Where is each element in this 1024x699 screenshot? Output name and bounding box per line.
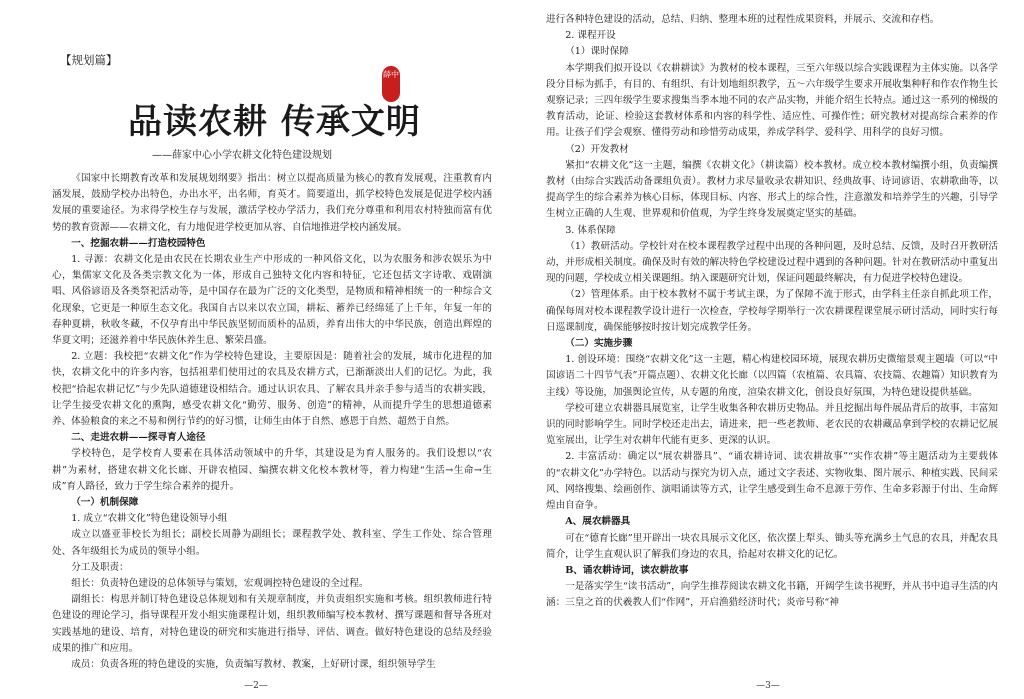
paragraph: 紧扣“农耕文化”这一主题，编撰《农耕文化》（耕读篇）校本教材。成立校本教材编撰小组，负责编撰教材（由综合实践活动备课组负责）。教材力求尽量收录农耕知识、经典故事、诗词谚语、农耕歌曲等，以提高学生的综合素养为核心目标，体现目标、内容、形式上的综合性，注意激发和培养学生的兴趣，引导学生树立正确的人生观、世界观和价值观，为学生终身发展奠定坚实的基础。	[546, 159, 998, 220]
section-heading: 二、走进农耕——探寻育人途径	[71, 432, 206, 444]
subtitle: ——薛家中心小学农耕文化特色建设规划	[152, 150, 332, 161]
paragraph: （1）课时保障	[565, 46, 629, 58]
paragraph: 可在“德育长廊”里开辟出一块农具展示文化区，依次摆上犁头、锄头等充满乡土气息的农具，并配农具简介，让学生直观认识了解我们身边的农具，拾起对农耕文化的记忆。	[546, 532, 998, 560]
right-page	[512, 0, 1024, 699]
paragraph: 分工及职责：	[71, 561, 129, 573]
red-seal-stamp: 薛中	[382, 66, 400, 102]
paragraph: 《国家中长期教育改革和发展规划纲要》指出：树立以提高质量为核心的教育发展观，注重教育内涵发展，鼓励学校办出特色，办出水平，出名师，育英才。简要道出，抓学校特色发展是促进学校内涵发展的重要途径。为求得学校生存与发展，激活学校办学活力，我们充分尊重和利用农村特独而富有优势的教育资源——农耕文化，有力地促进学校更加从容、自信地推进学校内涵发展。	[52, 173, 492, 233]
section-heading: 一、挖掘农耕——打造校园特色	[71, 237, 206, 249]
paragraph: 1. 成立“农耕文化”特色建设领导小组	[71, 513, 228, 525]
paragraph: 1. 创设环境：围绕“农耕文化”这一主题，精心构建校园环境，展现农耕历史微缩景观主题墙（可以“中国谚语二十四节气表”开篇点题）、农耕文化长廊（以四篇（农植篇、农具篇、农技篇、农趣篇）知识教育为主线）等设施，加强舆论宣传，从专题的角度，渲染农耕文化，创设良好氛围，为特色建设提供基础。	[546, 354, 998, 398]
section-heading: B、诵农耕诗词，读农耕故事	[565, 564, 689, 576]
paragraph: 2. 丰富活动：确定以“展农耕器具”、“诵农耕诗词、读农耕故事”“实作农耕”等主题活动为主要载体的“农耕文化”办学特色。以活动与探究为切入点，通过文字表述、实物收集、图片展示、种植实践、民间采风、网络搜集、绘画创作、演唱诵读等方式，让学生感受到生命不息源于劳作、生命多彩源于付出、生命辉煌由自奋争。	[546, 451, 998, 512]
paragraph: 组长：负责特色建设的总体领导与策划，宏观调控特色建设的全过程。	[71, 578, 369, 590]
paragraph: 3. 体系保障	[565, 224, 616, 236]
paragraph: 2. 课程开设	[565, 30, 616, 42]
paragraph: 学校可建立农耕器具展览室，让学生收集各种农耕历史物品。并且挖掘出每件展品背后的故事，丰富知识的同时影响学生。同时学校还走出去，请进来，把一些老教师、老农民的农耕藏品拿到学校的农耕记忆展览室展出，让学生对农耕年代能有更多、更深的认识。	[546, 402, 998, 447]
paragraph: 2. 立题：我校把“农耕文化”作为学校特色建设，主要原因是：随着社会的发展，城市化进程的加快，农耕文化中的许多内容，包括祖辈们使用过的农具及农耕方式，已渐渐淡出人们的记忆。为此，我校把“拾起农耕记忆”与少先队道德建设相结合。通过认识农具、了解农具并亲手参与适当的农耕实践，让学生接受农耕文化的熏陶，感受农耕文化“勤劳、服务、创造”的精神，从而提升学生的思想道德素养、体验粮食的来之不易和例行节约的好习惯，让师生由体于自然、感恩于自然、超然于自然。	[52, 351, 492, 428]
section-label: 【规划篇】	[60, 53, 118, 67]
right-body-text	[546, 12, 998, 612]
paragraph: 一是落实学生“读书活动”，向学生推荐阅读农耕文化书籍，开阔学生读书视野，并从书中追寻生活的内涵：三皇之首的伏羲教人们“作网”，开启渔猎经济时代；炎帝号称“神	[546, 581, 998, 609]
paragraph: 成员：负责各班的特色建设的实施，负责编写教材、教案，上好研讨课，组织领导学生	[71, 659, 436, 671]
paragraph: 1. 寻源：农耕文化是由农民在长期农业生产中形成的一种风俗文化，以为农服务和涉农娱乐为中心，集儒家文化及各类宗教文化为一体，形成自己独特文化内容和特征，它还包括文字诗歌、戏剧演唱、风俗谚语及各类祭祀活动等，是中国存在最为广泛的文化类型，是物质和精神相统一的一种综合文化现象，它更是一种原生态文化。我国自古以来以农立国，耕耘、蓄养已经绵延了上千年，年复一年的春种夏耕，秋收冬藏，不仅孕育出中华民族坚韧而质朴的品质，养育出伟大的中华民族，创造出辉煌的华夏文明；还滋养着中华民族休养生息、繁荣昌盛。	[52, 254, 492, 347]
paragraph: （1）教研活动。学校针对在校本课程教学过程中出现的各种问题，及时总结、反馈，及时召开教研活动，并形成相关制度。确保及时有效的解决特色学校建设过程中遇到的各种问题。针对在教研活动中重复出现的问题，学校成立相关课题组。纳入课题研究计划，保证问题最终解决，有力促进学校特色建设。	[546, 240, 998, 285]
page-number-right: —3—	[756, 681, 780, 691]
paragraph: （2）开发教材	[565, 143, 629, 155]
paragraph: 本学期我们拟开设以《农耕耕读》为教材的校本课程，三至六年级以综合实践课程为主体实施。以各学段分目标为抓手，有目的、有组织、有计划地组织教学，五～六年级学生要求开展收集种籽和作农作物生长观察记录；三四年级学生要求搜集当季本地不同的农产品实物，并能介绍生长特点。通过这一系列的梯级的教育活动，论证、检验这套教材体系和内容的科学性、适应性、可操作性；研究教材对提高综合素养的作用。让孩子们学会观察、懂得劳动和珍惜劳动成果，养成学科学、爱科学、用科学的良好习惯。	[546, 62, 998, 139]
section-heading: A、展农耕器具	[565, 516, 631, 528]
section-heading: （一）机制保障	[71, 497, 139, 509]
page-title: 品读农耕 传承文明	[128, 102, 421, 142]
paragraph: 副组长：构思并制订特色建设总体规划和有关规章制度，并负责组织实施和考核。组织教师进行特色建设的理论学习，指导课程开发小组实施课程计划，组织教师编写校本教材、撰写课题和督导各班对实践基地的建设、培育，对特色建设的研究和实施进行指导、评估、调查。做好特色建设的总结及经验成果的推广和应用。	[52, 594, 492, 654]
paragraph: 学校特色，是学校育人要素在具体活动领域中的升华，其建设是为育人服务的。我们设想以“农耕”为素材，搭建农耕文化长廊、开辟农植园、编撰农耕文化校本教材等，着力构建“生活→生命→生成”育人路径，致力于学生综合素养的提升。	[52, 448, 492, 492]
title-block	[52, 70, 492, 142]
left-body-text	[52, 171, 492, 673]
page-number-left: —2—	[244, 681, 268, 691]
paragraph: 成立以盛亚菲校长为组长；副校长周静为副组长；课程教学处、教科室、学生工作处、综合管理处、各年级组长为成员的领导小组。	[52, 529, 492, 557]
paragraph: 进行各种特色建设的活动，总结、归纳、整理本班的过程性成果资料，并展示、交流和存档。	[546, 14, 940, 25]
paragraph: （2）管理体系。由于校本教材不属于考试主课，为了保障不流于形式，由学科主任亲自抓此项工作，确保每周对校本课程教学设计进行一次检查，学校每学期举行一次农耕课程课堂展示研讨活动，同时实行每日巡课制度，确保能够按时按计划完成教学任务。	[546, 289, 998, 333]
section-heading: （二）实施步骤	[565, 338, 633, 350]
